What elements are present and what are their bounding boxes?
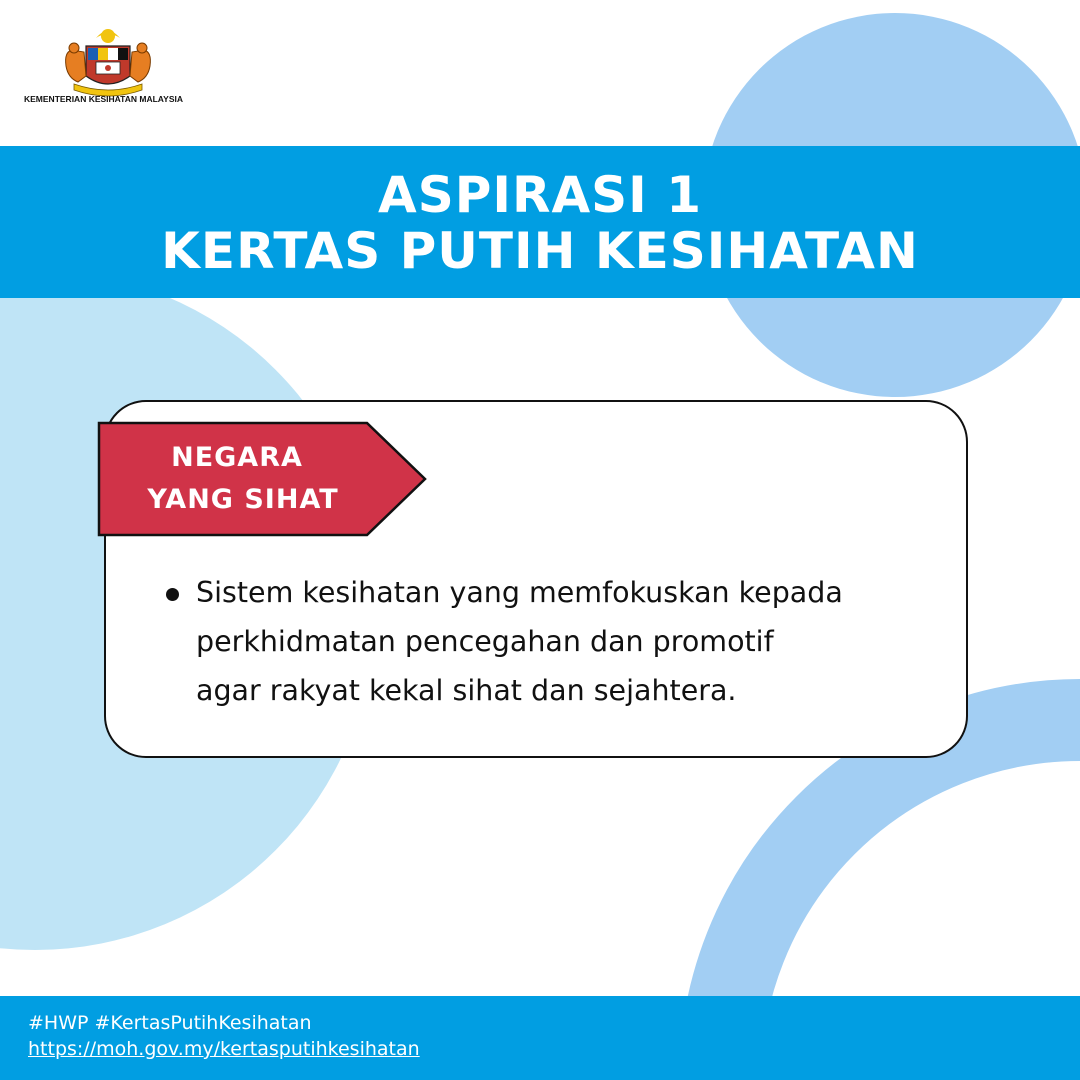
- bullet-text-line-3: agar rakyat kekal sihat dan sejahtera.: [196, 674, 737, 707]
- footer-hashtags: #HWP #KertasPutihKesihatan: [28, 1012, 312, 1034]
- tag-label-line-2: YANG SIHAT: [147, 484, 339, 515]
- page-title-line-1: ASPIRASI 1: [378, 166, 702, 224]
- bullet-text-line-1: Sistem kesihatan yang memfokuskan kepada: [196, 576, 843, 609]
- title-banner: [0, 146, 1080, 298]
- ministry-name: KEMENTERIAN KESIHATAN MALAYSIA: [24, 94, 183, 104]
- footer-banner: [0, 996, 1080, 1080]
- arrow-tag-shape: [97, 421, 429, 537]
- page-title-line-2: KERTAS PUTIH KESIHATAN: [161, 222, 919, 280]
- bullet-text-line-2: perkhidmatan pencegahan dan promotif: [196, 625, 774, 658]
- footer-link[interactable]: https://moh.gov.my/kertasputihkesihatan: [28, 1038, 420, 1060]
- tag-label-line-1: NEGARA: [171, 442, 303, 473]
- bullet-point-icon: [166, 588, 179, 601]
